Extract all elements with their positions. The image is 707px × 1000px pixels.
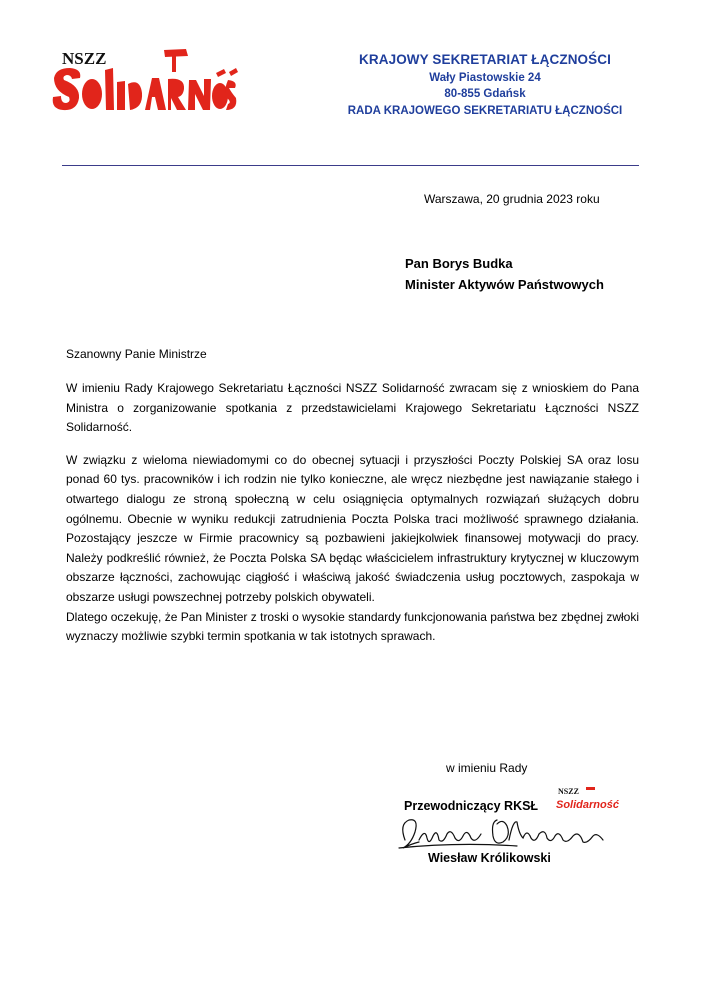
body-paragraph: Dlatego oczekuję, że Pan Minister z troski o wysokie standardy funkcjonowania państwa bez zbędnej zwłoki wyznaczy możliwie szybki termin spotkania w tak istotnych sprawach. [66, 609, 639, 644]
council-name: RADA KRAJOWEGO SEKRETARIATU ŁĄCZNOŚCI [347, 105, 623, 117]
header-divider [62, 165, 639, 166]
stamp-wordmark: Solidarność [556, 799, 619, 811]
letter-body [66, 379, 639, 647]
stamp-nszz-text: NSZZ [558, 787, 579, 796]
recipient-name: Pan Borys Budka [405, 256, 513, 271]
letterhead [300, 52, 670, 117]
body-paragraph: W imieniu Rady Krajowego Sekretariatu Łączności NSZZ Solidarność zwracam się z wnioskiem do Pana Ministra o zorganizowanie spotkania z przedstawicielami Krajowego Sekretariatu Łączności NSZZ Solidarność. [66, 381, 639, 435]
organization-name: KRAJOWY SEKRETARIAT ŁĄCZNOŚCI [359, 52, 611, 67]
solidarnosc-logo-icon [52, 48, 237, 120]
street-address: Wały Piastowskie 24 [429, 72, 541, 84]
city-address: 80-855 Gdańsk [444, 88, 526, 100]
recipient-block [405, 253, 604, 295]
solidarnosc-stamp-icon [556, 786, 619, 812]
signer-role: Przewodniczący RKSŁ [404, 799, 539, 813]
body-paragraph: W związku z wieloma niewiadomymi co do obecnej sytuacji i przyszłości Poczty Polskiej SA oraz losu ponad 60 tys. pracowników i ich rodzin nie tylko konieczne, ale wręcz niezbędne jest nawiązanie stałego i otwartego dialogu ze stroną społeczną w celu osiągnięcia optymalnych rozwiązań służących dobru ogólnemu. Obecnie w wyniku redukcji zatrudnienia Poczta Polska traci możliwość sprawnego działania. Pozostający jeszcze w Firmie pracownicy są pozbawieni jakiejkolwiek finansowej motywacji do pracy. Należy podkreślić również, że Poczta Polska SA będąc właścicielem infrastruktury krytycznej w kluczowym obszarze łączności, zachowując ciągłość i właściwą jakość świadczenia usług pocztowych, zaspokaja w obszarze usługi powszechnej potrzeby polskich obywateli. [66, 452, 639, 604]
salutation: Szanowny Panie Ministrze [66, 347, 207, 361]
logo-wordmark [53, 68, 238, 110]
recipient-title: Minister Aktywów Państwowych [405, 277, 604, 292]
on-behalf-line: w imieniu Rady [446, 761, 528, 775]
handwritten-signature-icon [397, 814, 617, 856]
logo-nszz-text: NSZZ [62, 49, 107, 68]
date-line: Warszawa, 20 grudnia 2023 roku [424, 192, 600, 206]
signer-name: Wiesław Królikowski [428, 851, 551, 865]
